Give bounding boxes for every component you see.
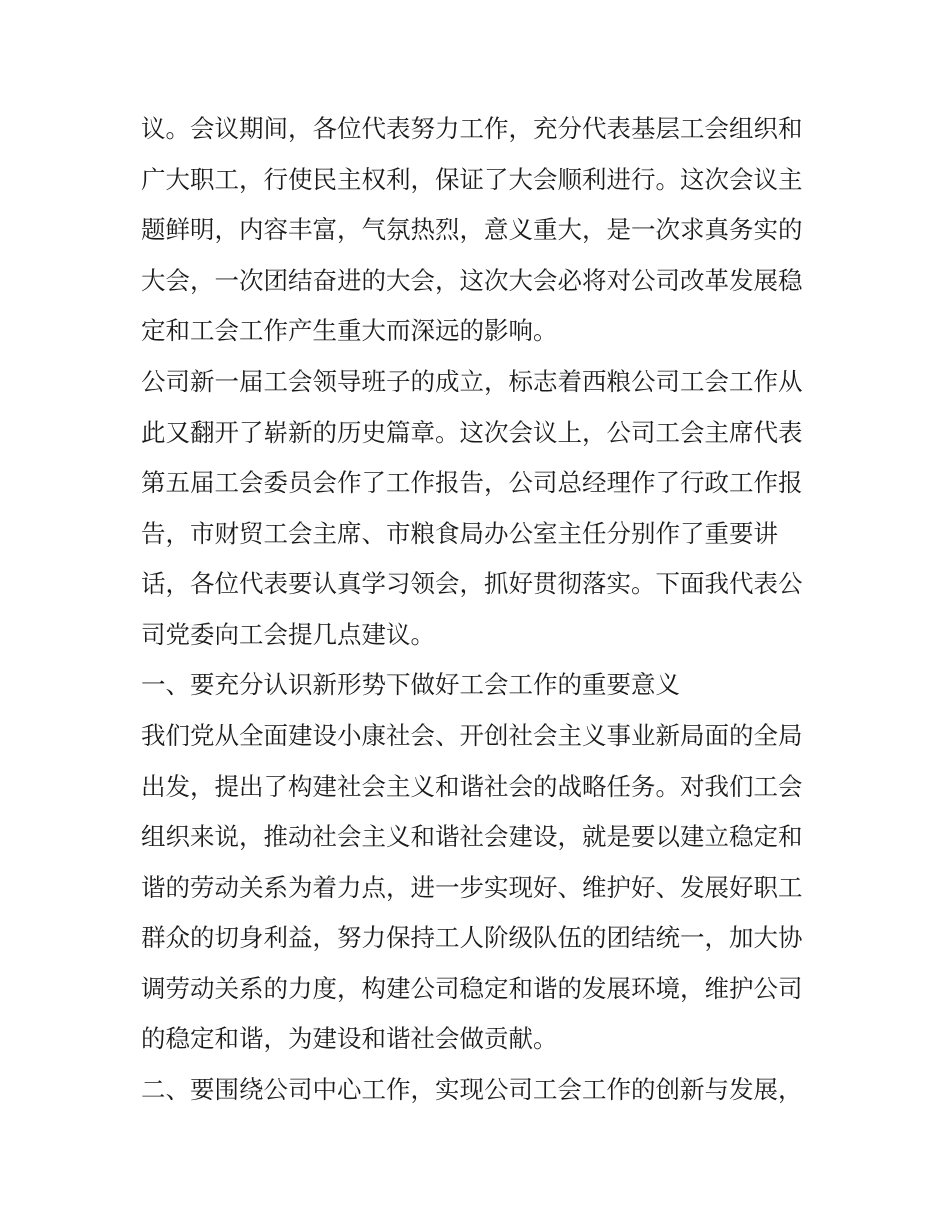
text-line: 定和工会工作产生重大而深远的影响。: [141, 316, 558, 345]
text-line: 出发，提出了构建社会主义和谐社会的战略任务。对我们工会: [141, 772, 803, 801]
text-line: 此又翻开了崭新的历史篇章。这次会议上，公司工会主席代表: [141, 418, 803, 447]
section-heading: 二、要围绕公司中心工作，实现公司工会工作的创新与发展，: [141, 1075, 803, 1104]
text-line: 议。会议期间，各位代表努力工作，充分代表基层工会组织和: [141, 114, 803, 143]
text-line: 谐的劳动关系为着力点，进一步实现好、维护好、发展好职工: [141, 873, 803, 902]
text-line: 话，各位代表要认真学习领会，抓好贯彻落实。下面我代表公: [141, 569, 803, 598]
text-line: 的稳定和谐，为建设和谐社会做贡献。: [141, 1024, 558, 1053]
text-line: 告，市财贸工会主席、市粮食局办公室主任分别作了重要讲: [141, 519, 778, 548]
text-line: 司党委向工会提几点建议。: [141, 620, 435, 649]
text-line: 我们党从全面建设小康社会、开创社会主义事业新局面的全局: [141, 721, 803, 750]
text-line: 公司新一届工会领导班子的成立，标志着西粮公司工会工作从: [141, 367, 803, 396]
text-line: 题鲜明，内容丰富，气氛热烈，意义重大，是一次求真务实的: [141, 215, 803, 244]
section-heading: 一、要充分认识新形势下做好工会工作的重要意义: [141, 670, 680, 699]
text-line: 广大职工，行使民主权利，保证了大会顺利进行。这次会议主: [141, 165, 803, 194]
text-line: 调劳动关系的力度，构建公司稳定和谐的发展环境，维护公司: [141, 974, 803, 1003]
text-line: 大会，一次团结奋进的大会，这次大会必将对公司改革发展稳: [141, 266, 803, 295]
text-line: 第五届工会委员会作了工作报告，公司总经理作了行政工作报: [141, 468, 803, 497]
text-line: 群众的切身利益，努力保持工人阶级队伍的团结统一，加大协: [141, 923, 803, 952]
text-line: 组织来说，推动社会主义和谐社会建设，就是要以建立稳定和: [141, 822, 803, 851]
